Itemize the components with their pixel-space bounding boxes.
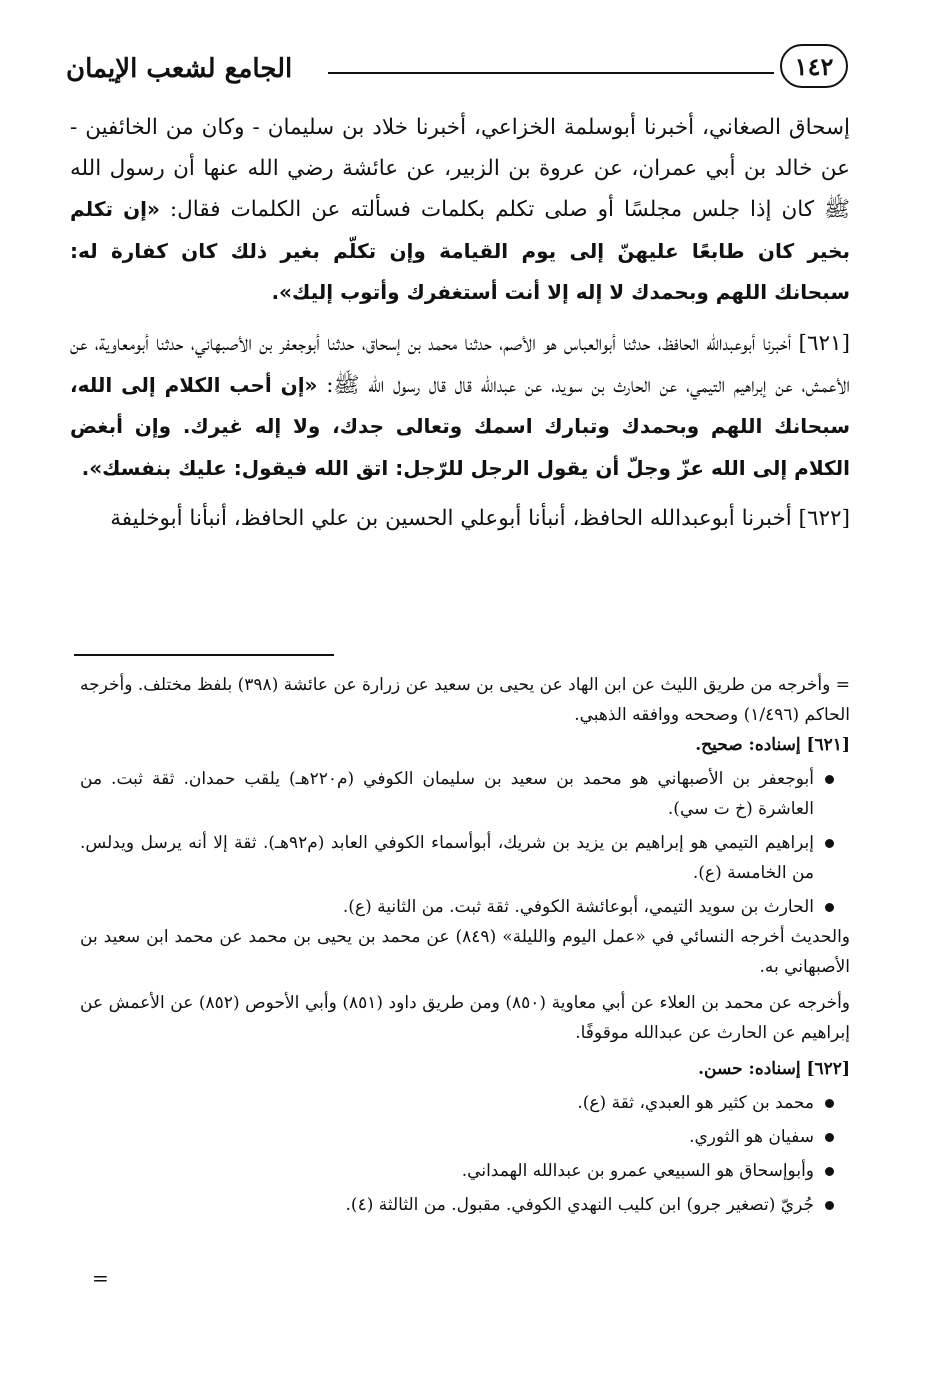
main-text xyxy=(70,108,850,540)
narrator-item: جُريّ (تصغير جرو) ابن كليب النهدي الكوفي. مقبول. من الثالثة (٤). xyxy=(80,1190,850,1220)
footnote-separator xyxy=(74,654,334,656)
paragraph-621 xyxy=(70,324,850,489)
footnote-continuation: = وأخرجه من طريق الليث عن ابن الهاد عن يحيى بن سعيد عن زرارة عن عائشة (٣٩٨) بلفظ مختلف. وأخرجه الحاكم (١/٤٩٦) وصححه ووافقه الذهبي. xyxy=(80,675,850,725)
paragraph-622: [٦٢٢] أخبرنا أبوعبدالله الحافظ، أنبأنا أبوعلي الحسين بن علي الحافظ، أنبأنا أبوخليفة xyxy=(110,506,850,532)
narrator-item: إبراهيم التيمي هو إبراهيم بن يزيد بن شريك، أبوأسماء الكوفي العابد (م٩٢هـ). ثقة إلا أنه يرسل ويدلس. من الخامسة (ع). xyxy=(80,828,850,888)
narrator-list-622 xyxy=(80,1088,850,1220)
narrator-list-621 xyxy=(80,764,850,922)
isnad-grade-621: [٦٢١] إسناده: صحيح. xyxy=(695,735,850,755)
narrator-item: أبوجعفر بن الأصبهاني هو محمد بن سعيد بن سليمان الكوفي (م٢٢٠هـ) يلقب حمدان. ثقة ثبت. من العاشرة (خ ت سي). xyxy=(80,764,850,824)
narration-text: إسحاق الصغاني، أخبرنا أبوسلمة الخزاعي، أخبرنا خلاد بن سليمان - وكان من الخائفين - عن خالد بن أبي عمران، عن عروة بن الزبير، عن عائشة رضي الله عنها أن رسول الله ﷺ كان إذا جلس مجلسًا أو صلى تكلم بكلمات فسألته عن الكلمات فقال: xyxy=(70,115,851,223)
book-title: الجامع لشعب الإيمان xyxy=(66,54,293,84)
narrator-item: محمد بن كثير هو العبدي، ثقة (ع). xyxy=(80,1088,850,1118)
footnotes xyxy=(80,670,850,1220)
narrator-item: الحارث بن سويد التيمي، أبوعائشة الكوفي. ثقة ثبت. من الثانية (ع). xyxy=(80,892,850,922)
header-rule xyxy=(328,72,774,74)
hadith-text: «إن أحب الكلام إلى الله، سبحانك اللهم وبحمدك وتبارك اسمك وتعالى جدك، ولا إله غيرك. وإن أبغض الكلام إلى الله عزّ وجلّ أن يقول الرجل للرّجل: اتق الله فيقول: عليك بنفسك». xyxy=(70,372,850,480)
footnote-takhrij-2: وأخرجه عن محمد بن العلاء عن أبي معاوية (٨٥٠) ومن طريق داود (٨٥١) وأبي الأحوص (٨٥٢) عن الأعمش عن إبراهيم عن الحارث عن عبدالله موقوفًا. xyxy=(80,993,851,1043)
page-header xyxy=(66,38,848,100)
footnote-takhrij-1: والحديث أخرجه النسائي في «عمل اليوم والليلة» (٨٤٩) عن محمد بن يحيى بن محمد عن محمد ابن سعيد بن الأصبهاني به. xyxy=(80,927,850,977)
hadith-text: «إن تكلم بخير كان طابعًا عليهنّ إلى يوم القيامة وإن تكلّم بغير ذلك كان كفارة له: سبحانك اللهم وبحمدك لا إله إلا أنت أستغفرك وأتوب إليك». xyxy=(70,197,850,305)
page-number: ١٤٢ xyxy=(780,44,848,88)
isnad-grade-622: [٦٢٢] إسناده: حسن. xyxy=(698,1059,850,1079)
narration-text: [٦٢١] أخبرنا أبوعبدالله الحافظ، حدثنا أبوالعباس هو الأصم، حدثنا محمد بن إسحاق، حدثنا أبوجعفر بن الأصبهاني، حدثنا أبومعاوية، عن الأعمش، عن إبراهيم التيمي، عن الحارث بن سويد، عن عبدالله قال قال رسول الله ﷺ: xyxy=(70,330,850,398)
narrator-item: وأبوإسحاق هو السبيعي عمرو بن عبدالله الهمداني. xyxy=(80,1156,850,1186)
paragraph-continuation xyxy=(70,108,850,314)
narrator-item: سفيان هو الثوري. xyxy=(80,1122,850,1152)
continuation-mark: = xyxy=(92,1266,109,1290)
